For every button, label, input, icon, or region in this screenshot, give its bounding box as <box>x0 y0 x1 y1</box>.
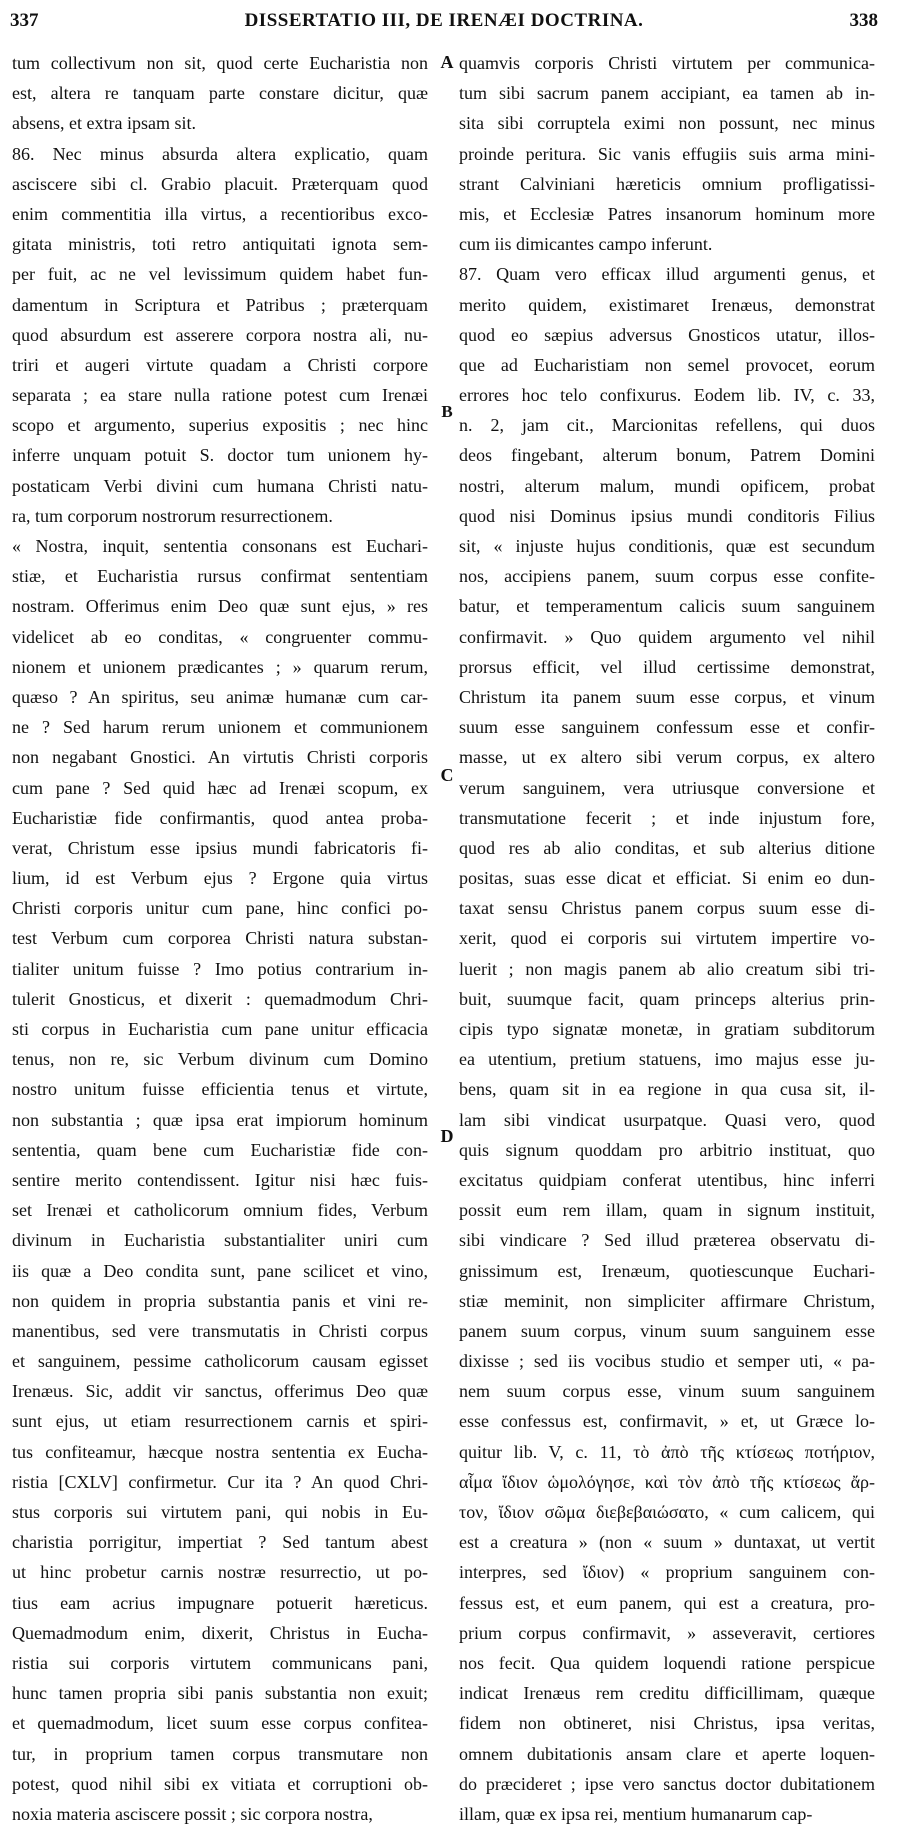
text-line: prium corpus confirmavit, » asseveravit, certiores <box>459 1622 875 1643</box>
text-line: set Irenæi et catholicorum omnium fides, Verbum <box>12 1200 428 1221</box>
text-line: sita sibi corruptela eximi non possunt, nec minus <box>459 113 875 134</box>
text-line: suum esse sanguinem confessum esse et confir- <box>459 717 875 738</box>
text-line: n. 2, jam cit., Marcionitas refellens, qui duos <box>459 415 875 436</box>
text-line: 86. Nec minus absurda altera explicatio, quam <box>12 143 428 164</box>
page-number-right: 338 <box>849 10 878 31</box>
text-line: sibi vindicare ? Sed illud præterea observatu di- <box>459 1230 875 1251</box>
text-line: hunc tamen propria sibi panis substantia non exuit; <box>12 1683 428 1704</box>
text-line: excitatus quidpiam conferat utentibus, hinc inferri <box>459 1169 875 1190</box>
text-line: et sanguinem, pessime catholicorum causam egisset <box>12 1351 428 1372</box>
text-line: dixisse ; sed iis vocibus studio et semper uti, « pa- <box>459 1351 875 1372</box>
text-line: nem suum corpus esse, vinum suum sanguinem <box>459 1381 875 1402</box>
text-line: proinde peritura. Sic vanis effugiis suis arma mini- <box>459 143 875 164</box>
text-line: bens, quam sit in ea regione in qua cusa sit, il- <box>459 1079 875 1100</box>
text-line: est, altera re tanquam parte constare dicitur, quæ <box>12 83 428 104</box>
text-line: 87. Quam vero efficax illud argumenti genus, et <box>459 264 875 285</box>
text-line: inferre unquam potuit S. doctor tum unionem hy- <box>12 445 428 466</box>
text-line: do præcideret ; ipse vero sanctus doctor dubitationem <box>459 1773 875 1794</box>
text-line: cum iis dimicantes campo inferunt. <box>459 234 713 255</box>
text-line: illam, quæ ex ipsa rei, mentium humanarum cap- <box>459 1803 813 1824</box>
text-line: quod absurdum est asserere corpora nostra ali, nu- <box>12 324 428 345</box>
text-line: per fuit, ac ne vel levissimum quidem habet fun- <box>12 264 428 285</box>
text-line: damentum in Scriptura et Patribus ; præterquam <box>12 294 428 315</box>
text-line: Quemadmodum enim, dixerit, Christus in Eucha- <box>12 1622 428 1643</box>
text-line: Christi corporis unitur cum pane, hinc confici po- <box>12 898 428 919</box>
text-line: ra, tum corporum nostrorum resurrectionem. <box>12 505 333 526</box>
text-line: quitur lib. V, c. 11, τὸ ἀπὸ τῆς κτίσεως ποτήριον, <box>459 1441 875 1462</box>
text-line: ristia [CXLV] confirmetur. Cur ita ? An quod Chri- <box>12 1471 428 1492</box>
text-line: stiæ, et Eucharistia rursus confirmat sententiam <box>12 566 428 587</box>
text-line: deos fingebant, alterum bonum, Patrem Domini <box>459 445 875 466</box>
text-line: sti corpus in Eucharistia cum pane unitur efficacia <box>12 1019 428 1039</box>
text-line: xerit, quod ei corporis sui virtutem impertire vo- <box>459 928 875 949</box>
text-line: tum collectivum non sit, quod certe Eucharistia non <box>12 53 428 73</box>
text-line: tius eam acrius impugnare potuerit hæreticus. <box>12 1592 428 1613</box>
text-line: tus confiteamur, hæcque nostra sententia ex Eucha- <box>12 1441 428 1462</box>
text-line: sententia, quam bene cum Eucharistiæ fide con- <box>12 1139 428 1160</box>
text-line: est a creatura » (non « suum » duntaxat, ut vertit <box>459 1532 875 1553</box>
text-line: ristia sui corporis virtutem communicans pani, <box>12 1652 428 1673</box>
text-line: tulerit Gnosticus, et dixerit : quemadmodum Chri- <box>12 988 428 1009</box>
text-line: quæso ? An spiritus, seu animæ humanæ cum car- <box>12 686 428 707</box>
text-line: τον, ἴδιον σῶμα διεβεβαιώσατο, « cum calicem, qui <box>459 1502 875 1522</box>
text-line: tur, in proprium tamen corpus transmutare non <box>12 1743 428 1764</box>
text-line: fidem non obtineret, nisi Christus, ipsa veritas, <box>459 1713 875 1734</box>
text-line: postaticam Verbi divini cum humana Christi natu- <box>12 475 428 496</box>
text-line: sentire merito contendissent. Igitur nisi hæc fuis- <box>12 1169 428 1190</box>
text-line: tum sibi sacrum panem accipiant, ea tamen ab in- <box>459 83 875 104</box>
text-line: sit, « injuste hujus conditionis, quæ est secundum <box>459 536 875 556</box>
text-line: cum pane ? Sed quid hæc ad Irenæi scopum, ex <box>12 777 428 798</box>
text-line: que ad Eucharistiam non semel provocet, eorum <box>459 354 875 375</box>
text-line: verat, Christum esse ipsius mundi fabricatoris fi- <box>12 837 428 858</box>
text-line: iis quæ a Deo condita sunt, pane scilicet et vino, <box>12 1260 428 1281</box>
text-line: batur, et temperamentum calicis suum sanguinem <box>459 596 875 617</box>
text-line: sunt ejus, ut etiam resurrectionem carnis et spiri- <box>12 1411 428 1432</box>
text-line: luerit ; non magis panem ab alio creatum sibi tri- <box>459 958 875 979</box>
text-line: Christum ita panem suum esse corpus, et vinum <box>459 686 875 707</box>
text-line: esse confessus est, confirmavit, » et, ut Græce lo- <box>459 1411 875 1432</box>
text-line: quod nisi Dominus ipsius mundi conditoris Filius <box>459 505 875 526</box>
text-line: merito quidem, existimaret Irenæus, demonstrat <box>459 294 875 315</box>
text-line: omnem dubitationis ansam clare et aperte loquen- <box>459 1743 875 1764</box>
text-line: fessus est, et eum panem, qui est a creatura, pro- <box>459 1592 875 1613</box>
text-line: scopo et argumento, superius expositis ; nec hinc <box>12 415 428 436</box>
text-line: separata ; ea stare nulla ratione potest cum Irenæi <box>12 385 428 406</box>
text-line: enim commentitia illa virtus, a recentioribus exco- <box>12 203 428 224</box>
text-line: non negabant Gnostici. An virtutis Christi corporis <box>12 747 428 768</box>
text-line: taxat sensu Christus panem corpus suum esse di- <box>459 898 875 919</box>
text-line: mis, et Ecclesiæ Patres insanorum hominum more <box>459 203 875 224</box>
text-line: quod res ab alio conditas, et sub alterius ditione <box>459 837 875 858</box>
text-line: manentibus, sed vere transmutatis in Christi corpus <box>12 1320 428 1341</box>
text-line: confirmavit. » Quo quidem argumento vel nihil <box>459 626 875 647</box>
text-line: nostro unitum fuisse efficientia tenus et virtute, <box>12 1079 428 1100</box>
text-line: noxia materia asciscere possit ; sic corpora nostra, <box>12 1803 373 1824</box>
text-line: gitata ministris, toti retro antiquitati ignota sem- <box>12 234 428 255</box>
text-line: quis signum quoddam pro arbitrio instituat, quo <box>459 1139 875 1160</box>
text-line: non quidem in propria substantia panis et vini re- <box>12 1290 428 1311</box>
text-line: nostram. Offerimus enim Deo quæ sunt ejus, » res <box>12 596 428 617</box>
text-line: charistia porrigitur, impertiat ? Sed tantum abest <box>12 1532 428 1553</box>
text-line: indicat Irenæus rem creditu difficillimam, quæque <box>459 1683 875 1704</box>
text-line: gnissimum est, Irenæum, quotiescunque Euchari- <box>459 1260 875 1281</box>
left-column <box>12 48 428 1829</box>
text-line: stus corporis sui virtutem pani, qui nobis in Eu- <box>12 1502 428 1522</box>
text-line: asciscere sibi cl. Grabio placuit. Præterquam quod <box>12 173 428 194</box>
text-line: divinum in Eucharistia substantialiter uniri cum <box>12 1230 428 1251</box>
text-line: tenus, non re, sic Verbum divinum cum Domino <box>12 1049 428 1070</box>
text-line: ea utentium, pretium statuens, imo majus esse ju- <box>459 1049 875 1070</box>
text-line: Eucharistiæ fide confirmantis, quod antea proba- <box>12 807 428 828</box>
margin-marker-b: B <box>441 402 453 421</box>
text-line: panem suum corpus, vinum suum sanguinem esse <box>459 1320 875 1341</box>
text-line: nostri, alterum malum, mundi opificem, probat <box>459 475 875 496</box>
text-line: potest, quod nihil sibi ex vitiata et corruptioni ob- <box>12 1773 428 1794</box>
text-line: masse, ut ex altero sibi verum corpus, ex altero <box>459 747 875 768</box>
text-line: Irenæus. Sic, addit vir sanctus, offerimus Deo quæ <box>12 1381 428 1402</box>
text-line: buit, suumque facit, quam princeps alterius prin- <box>459 988 875 1009</box>
running-title: DISSERTATIO III, DE IRENÆI DOCTRINA. <box>244 10 644 31</box>
text-line: interpres, sed ἴδιον) « proprium sanguinem con- <box>459 1562 875 1583</box>
margin-marker-d: D <box>440 1126 454 1146</box>
text-line: tialiter unitum fuisse ? Imo potius contrarium in- <box>12 958 428 979</box>
text-line: strant Calviniani hæreticis omnium profligatissi- <box>459 173 875 194</box>
text-line: non substantia ; quæ ipsa erat impiorum hominum <box>12 1109 428 1130</box>
text-line: triri et augeri virtute quadam a Christi corpore <box>12 354 428 375</box>
text-line: test Verbum cum corporea Christi natura substan- <box>12 928 428 949</box>
text-line: « Nostra, inquit, sententia consonans est Euchari- <box>12 536 428 556</box>
text-line: et quemadmodum, licet suum esse corpus confitea- <box>12 1713 428 1734</box>
text-line: lium, id est Verbum ejus ? Ergone quia virtus <box>12 868 428 889</box>
text-line: ne ? Sed harum rerum unionem et communionem <box>12 717 428 738</box>
text-line: errores hoc telo confixurus. Eodem lib. IV, c. 33, <box>459 385 875 406</box>
text-line: prorsus efficit, vel illud certissime demonstrat, <box>459 656 875 677</box>
text-line: quod eo sæpius adversus Gnosticos utatur, illos- <box>459 324 875 345</box>
margin-marker-c: C <box>440 765 454 785</box>
text-line: videlicet ab eo conditas, « congruenter commu- <box>12 626 428 647</box>
text-line: ut hinc probetur carnis nostræ resurrectio, ut po- <box>12 1562 428 1583</box>
text-line: cipis typo signatæ monetæ, in gratiam subditorum <box>459 1019 875 1039</box>
page-header <box>10 6 878 40</box>
text-line: quamvis corporis Christi virtutem per communica- <box>459 53 875 73</box>
text-line: possit eum rem illam, quam in signum instituit, <box>459 1200 875 1221</box>
right-column <box>459 48 875 1829</box>
text-line: lam sibi vindicat usurpatque. Quasi vero, quod <box>459 1109 875 1130</box>
text-line: stiæ meminit, non simpliciter affirmare Christum, <box>459 1290 875 1311</box>
text-line: nos fecit. Qua quidem loquendi ratione perspicue <box>459 1652 875 1673</box>
text-line: transmutatione fecerit ; et inde injustum fore, <box>459 807 875 828</box>
text-line: positas, suas esse dicat et efficiat. Si enim eo dun- <box>459 868 875 889</box>
page-number-left: 337 <box>10 10 39 31</box>
text-line: αἷμα ἴδιον ὡμολόγησε, καὶ τὸν ἀπὸ τῆς κτίσεως ἄρ- <box>459 1471 875 1492</box>
text-line: verum sanguinem, vera utriusque conversione et <box>459 777 875 798</box>
text-line: absens, et extra ipsam sit. <box>12 113 196 134</box>
text-line: nionem et unionem prædicantes ; » quarum rerum, <box>12 656 428 677</box>
text-line: nos, accipiens panem, suum corpus esse confite- <box>459 566 875 587</box>
margin-marker-a: A <box>440 52 454 72</box>
